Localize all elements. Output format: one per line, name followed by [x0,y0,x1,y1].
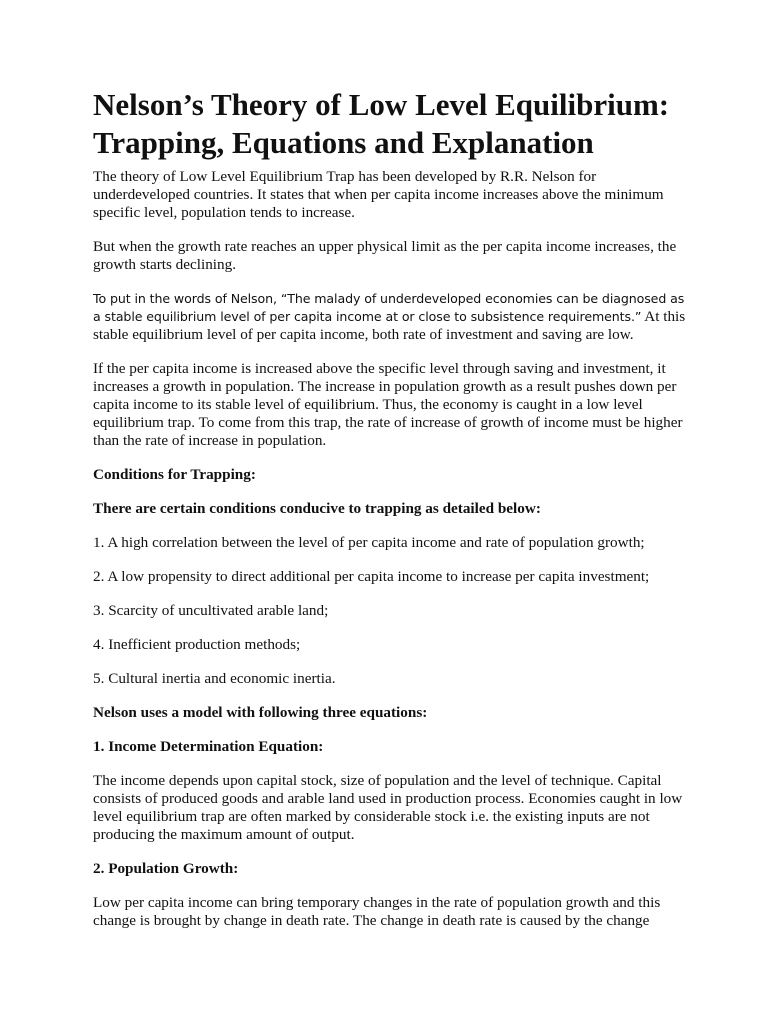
condition-item: 4. Inefficient production methods; [93,636,301,653]
model-heading: Nelson uses a model with following three equations: [93,704,428,721]
equation-1-heading: 1. Income Determination Equation: [93,738,324,755]
conditions-intro: There are certain conditions conducive to trapping as detailed below: [93,500,541,517]
quote-paragraph [93,290,693,344]
trap-paragraph: If the per capita income is increased above the specific level through saving and investment, it increases a growth in population. The increase in population growth as a result pushes down per capita income to its stable level of equilibrium. Thus, the economy is caught in a low level equilibrium trap. To come from this trap, the rate of increase of growth of income must be higher than the rate of increase in population. [93,360,683,449]
intro-paragraph: The theory of Low Level Equilibrium Trap has been developed by R.R. Nelson for underdeveloped countries. It states that when per capita income increases above the minimum specific level, population tends to increase. [93,168,664,221]
condition-item: 3. Scarcity of uncultivated arable land; [93,602,329,619]
nelson-quote: To put in the words of Nelson, “The malady of underdeveloped economies can be diagnosed as a stable equilibrium level of per capita income at or close to subsistence requirements.” [93,291,685,324]
equation-2-text: Low per capita income can bring temporary changes in the rate of population growth and this change is brought by change in death rate. The change in death rate is caused by the change [93,894,661,929]
growth-limit-paragraph: But when the growth rate reaches an upper physical limit as the per capita income increases, the growth starts declining. [93,238,677,273]
equation-1-text: The income depends upon capital stock, size of population and the level of technique. Capital consists of produced goods and arable land used in production process. Economies caught in low level equilibrium trap are often marked by considerable stock i.e. the existing inputs are not producing the maximum amount of output. [93,772,683,843]
equation-2-heading: 2. Population Growth: [93,860,239,877]
quote-follow-text: At this stable equilibrium level of per capita income, both rate of investment and saving are low. [93,308,686,343]
condition-item: 2. A low propensity to direct additional per capita income to increase per capita investment; [93,568,650,585]
conditions-heading: Conditions for Trapping: [93,466,256,483]
document-body [93,168,693,946]
condition-item: 5. Cultural inertia and economic inertia. [93,670,336,687]
condition-item: 1. A high correlation between the level of per capita income and rate of population growth; [93,534,645,551]
document-title: Nelson’s Theory of Low Level Equilibrium: Trapping, Equations and Explanation [93,87,670,160]
